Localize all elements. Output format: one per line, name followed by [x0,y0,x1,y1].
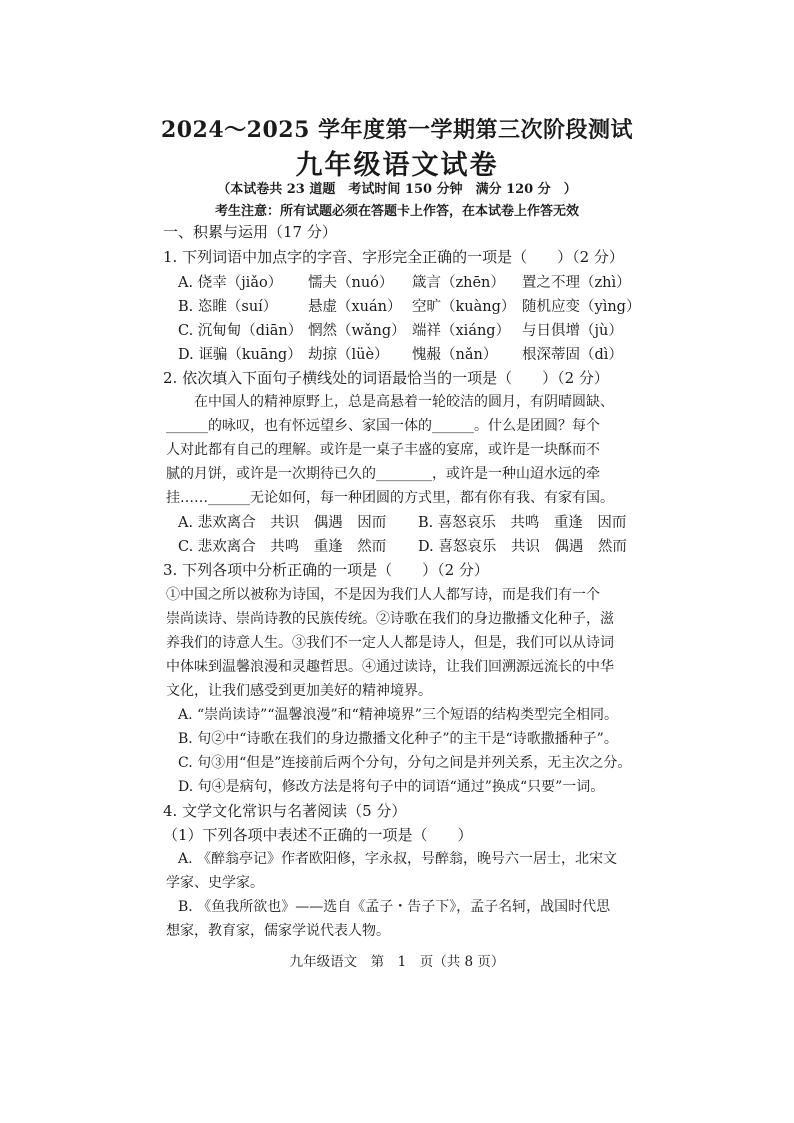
q3-option-a: A. “崇尚读诗”“温馨浪漫”和“精神境界”三个短语的结构类型完全相同。 [178,707,618,723]
q2-stem: 2. 依次填入下面句子横线处的词语最恰当的一项是（ ）（2 分） [163,369,609,387]
exam-subtitle: 九年级语文试卷 [295,150,499,181]
q1-row-b [178,295,640,316]
q1-c-1: C. 沉甸甸（diān） [178,323,303,339]
q1-stem: 1. 下列词语中加点字的字音、字形完全正确的一项是（ ）（2 分） [163,248,624,266]
q2-option-b: B. 喜怒哀乐 共鸣 重逢 因而 [418,515,627,531]
q1-d-2: 劫掠（lüè） [308,347,389,363]
q3-passage-line: 中体味到温馨浪漫和灵趣哲思。④通过读诗，让我们回溯源远流长的中华 [166,659,614,675]
q4-sub1: （1）下列各项中表述不正确的一项是（ ） [163,826,473,844]
q1-a-4: 置之不理（zhì） [522,275,631,291]
q3-passage-line: 养我们的诗意人生。③我们不一定人人都是诗人，但是，我们可以从诗词 [166,635,614,651]
q2-passage-line: 人对此都有自己的理解。或许是一桌子丰盛的宴席，或许是一块酥而不 [166,442,600,458]
q2-options-row [178,535,627,556]
q2-passage-line: 在中国人的精神原野上，总是高悬着一轮皎洁的圆月，有阴晴圆缺、 [166,394,614,410]
exam-title: 2024～2025 学年度第一学期第三次阶段测试 [160,117,634,143]
q2-options-row [178,511,626,532]
q1-a-2: 懦夫（nuó） [308,275,394,291]
q1-row-a [178,271,631,292]
q1-c-3: 端祥（xiáng） [412,323,511,339]
q1-d-3: 愧赧（nǎn） [412,347,498,363]
q1-a-1: A. 侥幸（jiǎo） [178,275,283,291]
q3-passage-line: 崇尚读诗、崇尚诗教的民族传统。②诗歌在我们的身边撒播文化种子，滋 [166,611,614,627]
exam-meta: （本试卷共 23 道题 考试时间 150 分钟 满分 120 分 ） [217,182,577,197]
section-title: 一、积累与运用（17 分） [163,223,337,241]
q1-c-4: 与日俱增（jù） [522,323,623,339]
q2-passage-line: 腻的月饼，或许是一次期待已久的________，或许是一种山迢水远的牵 [166,466,600,482]
q1-b-3: 空旷（kuàng） [412,299,516,315]
q1-d-4: 根深蒂固（dì） [522,347,623,363]
q1-c-2: 惘然（wǎng） [308,323,406,339]
q4-option-b-cont: 想家，教育家，儒家学说代表人物。 [166,923,390,939]
q3-option-d: D. 句④是病句，修改方法是将句子中的词语“通过”换成“只要”一词。 [178,779,605,795]
q1-d-1: D. 诓骗（kuāng） [178,347,302,363]
page-footer: 九年级语文 第 1 页（共 8 页） [289,954,505,970]
q2-passage-line: 挂……______无论如何，每一种团圆的方式里，都有你有我、有家有国。 [166,490,614,506]
q1-b-2: 悬虚（xuán） [308,299,402,315]
q2-passage-line: ______的咏叹，也有怀远望乡、家国一体的______。什么是团圆？每个 [166,418,600,434]
q4-option-a-cont: 学家、史学家。 [166,875,264,891]
q3-option-c: C. 句③用“但是”连接前后两个分句，分句之间是并列关系，无主次之分。 [178,755,632,771]
q1-a-3: 箴言（zhēn） [412,275,505,291]
q1-b-1: B. 恣睢（suí） [178,299,278,315]
q2-option-d: D. 喜怒哀乐 共识 偶遇 然而 [418,539,627,555]
q2-option-a: A. 悲欢离合 共识 偶遇 因而 [178,515,387,531]
q1-row-c [178,319,623,340]
q4-stem: 4. 文学文化常识与名著阅读（5 分） [163,802,407,820]
q3-stem: 3. 下列各项中分析正确的一项是（ ）（2 分） [163,561,489,579]
q1-row-d [178,343,623,364]
q3-option-b: B. 句②中“诗歌在我们的身边撒播文化种子”的主干是“诗歌撒播种子”。 [178,731,618,747]
q4-option-a: A. 《醉翁亭记》作者欧阳修，字永叔，号醉翁，晚号六一居士，北宋文 [178,851,618,867]
q3-passage-line: ①中国之所以被称为诗国，不是因为我们人人都写诗，而是我们有一个 [166,587,600,603]
exam-notice: 考生注意：所有试题必须在答题卡上作答，在本试卷上作答无效 [214,204,579,219]
q3-passage-line: 文化，让我们感受到更加美好的精神境界。 [166,683,432,699]
q2-option-c: C. 悲欢离合 共鸣 重逢 然而 [178,539,387,555]
q4-option-b: B. 《鱼我所欲也》——选自《孟子・告子下》，孟子名轲，战国时代思 [178,899,611,915]
q1-b-4: 随机应变（yìng） [522,299,641,315]
